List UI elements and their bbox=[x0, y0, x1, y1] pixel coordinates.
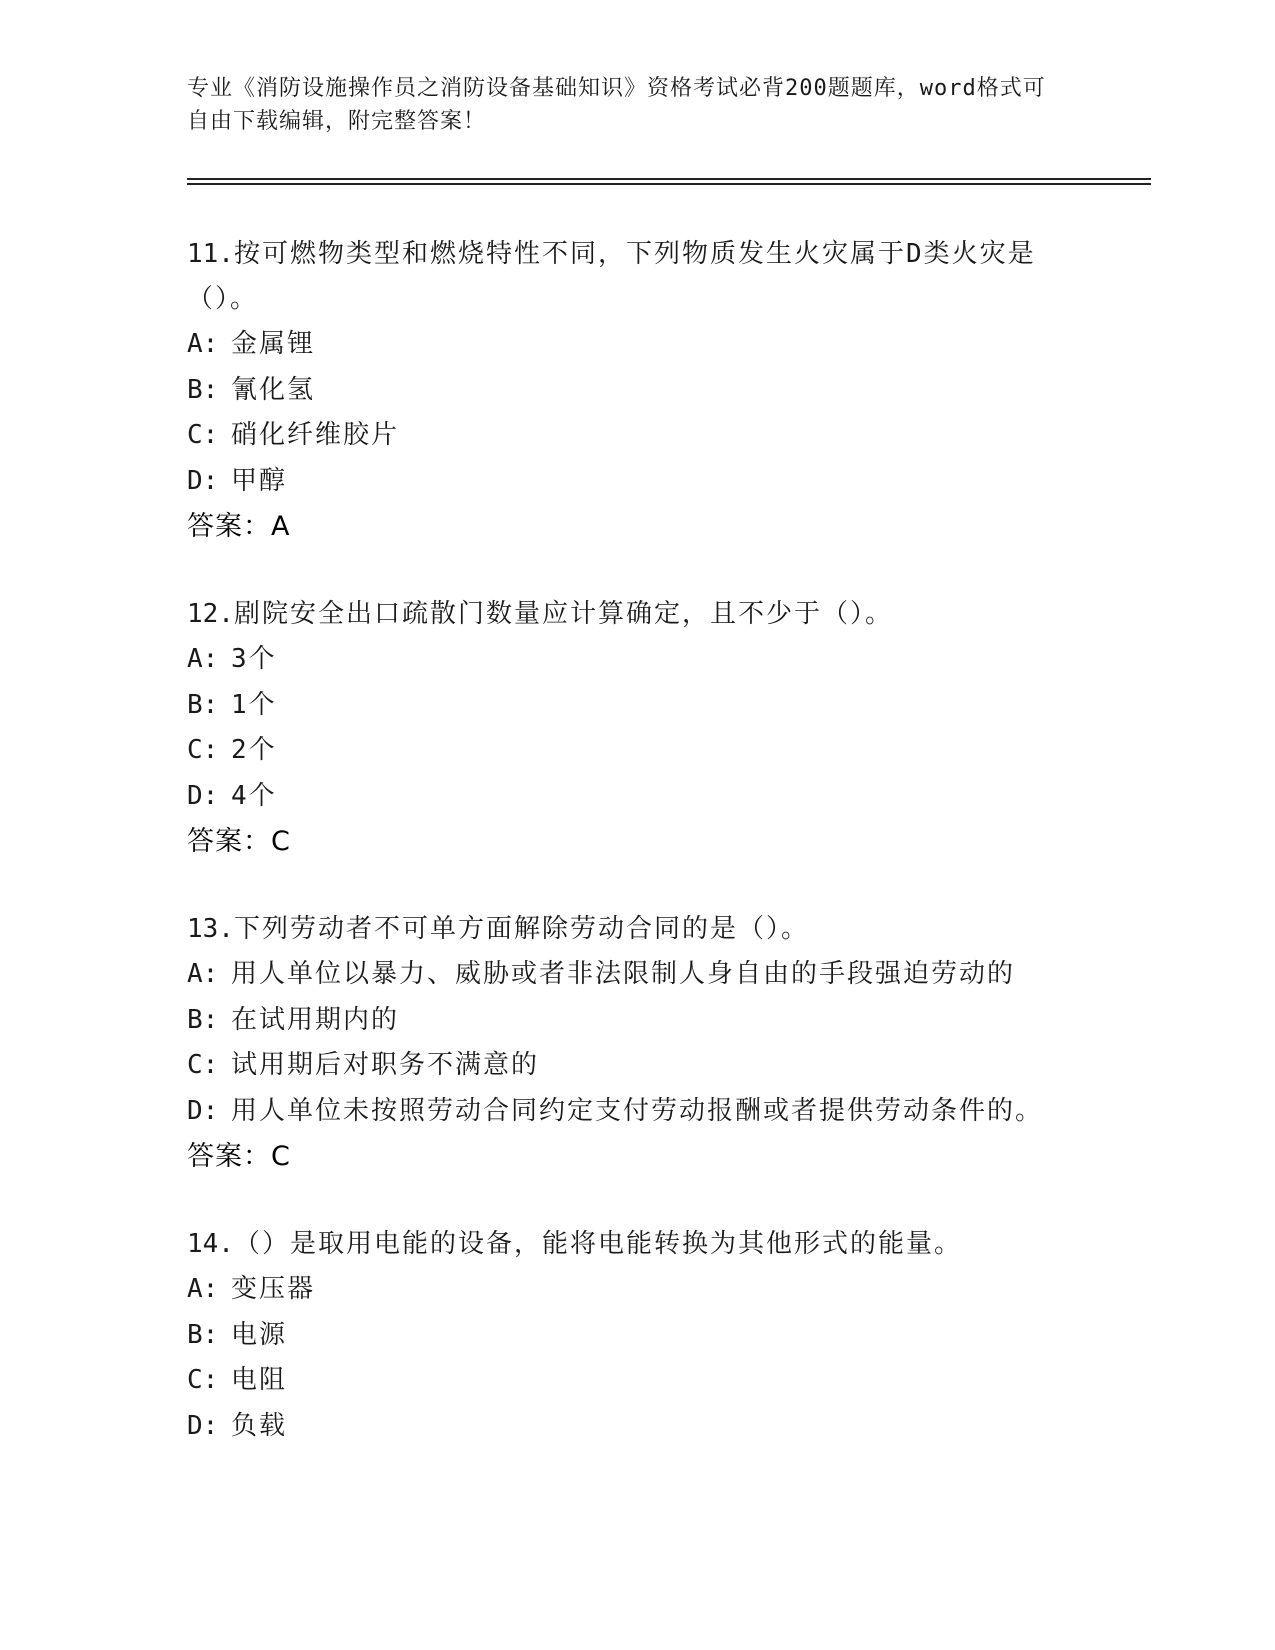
question-stem bbox=[187, 592, 1087, 637]
option-c bbox=[187, 1358, 1087, 1404]
answer-line: 答案：C bbox=[187, 826, 291, 857]
question-number: 14. bbox=[187, 1229, 234, 1259]
option-key: D: bbox=[187, 1095, 219, 1126]
document-header: 专业《消防设施操作员之消防设备基础知识》资格考试必背200题题库，word格式可自由下载编辑，附完整答案！ bbox=[187, 76, 1046, 134]
option-c bbox=[187, 1043, 1087, 1089]
question-text: 按可燃物类型和燃烧特性不同，下列物质发生火灾属于D类火灾是（）。 bbox=[187, 239, 1036, 314]
option-b bbox=[187, 998, 1087, 1044]
option-key: D: bbox=[187, 780, 219, 811]
option-b bbox=[187, 368, 1087, 414]
question-12 bbox=[187, 592, 1087, 865]
option-d bbox=[187, 1089, 1087, 1135]
option-text: 硝化纤维胶片 bbox=[231, 420, 400, 450]
option-key: B: bbox=[187, 689, 219, 720]
option-key: A: bbox=[187, 1274, 219, 1304]
option-key: B: bbox=[187, 374, 219, 405]
option-key: B: bbox=[187, 1319, 219, 1350]
option-key: D: bbox=[187, 1410, 219, 1441]
question-number: 11. bbox=[187, 239, 234, 269]
option-key: C: bbox=[187, 1050, 219, 1080]
option-key: A: bbox=[187, 959, 219, 989]
question-13 bbox=[187, 907, 1087, 1180]
option-text: 电源 bbox=[231, 1319, 288, 1350]
option-text: 4个 bbox=[231, 780, 277, 811]
option-b bbox=[187, 683, 1087, 729]
option-key: C: bbox=[187, 1365, 219, 1395]
question-stem bbox=[187, 1222, 1087, 1267]
option-c bbox=[187, 728, 1087, 774]
question-14 bbox=[187, 1222, 1087, 1449]
header-divider-top bbox=[187, 178, 1151, 180]
option-text: 2个 bbox=[231, 735, 277, 765]
option-text: 氰化氢 bbox=[231, 374, 316, 405]
option-text: 负载 bbox=[231, 1410, 288, 1441]
question-list bbox=[187, 232, 1087, 1491]
question-stem bbox=[187, 232, 1087, 322]
option-key: A: bbox=[187, 329, 219, 359]
question-text: 下列劳动者不可单方面解除劳动合同的是（）。 bbox=[233, 914, 809, 944]
option-text: 金属锂 bbox=[231, 329, 316, 359]
header-divider-bottom bbox=[187, 183, 1151, 185]
answer-line: 答案：A bbox=[187, 511, 291, 542]
question-number: 13. bbox=[187, 914, 234, 944]
option-d bbox=[187, 1404, 1087, 1450]
option-text: 在试用期内的 bbox=[231, 1004, 400, 1035]
option-text: 用人单位以暴力、威胁或者非法限制人身自由的手段强迫劳动的 bbox=[231, 959, 1016, 989]
option-b bbox=[187, 1313, 1087, 1359]
option-d bbox=[187, 774, 1087, 820]
question-stem bbox=[187, 907, 1087, 952]
option-text: 用人单位未按照劳动合同约定支付劳动报酬或者提供劳动条件的。 bbox=[231, 1095, 1044, 1126]
option-a bbox=[187, 952, 1087, 998]
question-text: （）是取用电能的设备，能将电能转换为其他形式的能量。 bbox=[233, 1229, 962, 1259]
question-number: 12. bbox=[187, 599, 234, 629]
option-key: C: bbox=[187, 735, 219, 765]
option-a bbox=[187, 637, 1087, 683]
option-a bbox=[187, 1267, 1087, 1313]
option-text: 1个 bbox=[231, 689, 277, 720]
option-a bbox=[187, 322, 1087, 368]
option-c bbox=[187, 413, 1087, 459]
option-d bbox=[187, 459, 1087, 505]
option-key: A: bbox=[187, 644, 219, 674]
question-text: 剧院安全出口疏散门数量应计算确定，且不少于（）。 bbox=[233, 599, 893, 629]
option-key: C: bbox=[187, 420, 219, 450]
option-key: B: bbox=[187, 1004, 219, 1035]
option-key: D: bbox=[187, 465, 219, 496]
option-text: 电阻 bbox=[231, 1365, 288, 1395]
question-11 bbox=[187, 232, 1087, 550]
answer-line: 答案：C bbox=[187, 1141, 291, 1172]
option-text: 试用期后对职务不满意的 bbox=[231, 1050, 540, 1080]
option-text: 甲醇 bbox=[231, 465, 288, 496]
option-text: 3个 bbox=[231, 644, 277, 674]
option-text: 变压器 bbox=[231, 1274, 316, 1304]
